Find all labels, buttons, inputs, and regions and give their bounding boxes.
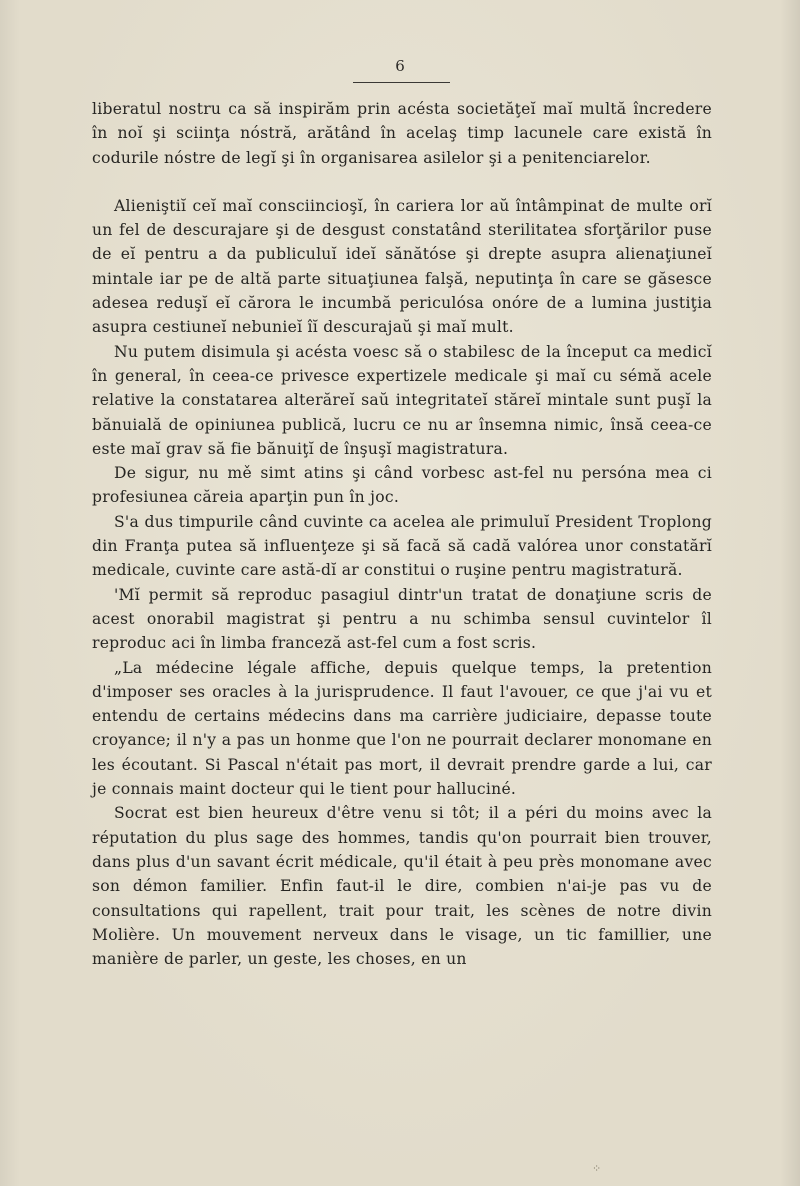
paper-speck: ⁘ [592, 1162, 602, 1175]
paragraph: Socrat est bien heureux d'être venu si tôt; il a péri du moins avec la réputation du plus sage des hommes, tandis qu'on pourrait bien trouver, dans plus d'un savant écrit médicale, qu'il était à peu près monomane avec son démon familier. Enfin faut-il le dire, combien n'ai-je pas vu de consultations qui rapellent, trait pour trait, les scènes de notre divin Molière. Un mouvement nerveux dans le visage, un tic famillier, une manière de parler, un geste, les choses, en un [92, 804, 712, 969]
paragraph: S'a dus timpurile când cuvinte ca acelea ale primuluĭ President Troplong din Franţa putea să influenţeze şi să facă să cadă valórea unor constatărĭ medicale, cuvinte care astă-dĭ ar constitui o ruşine pentru magistratură. [92, 512, 712, 580]
page-number: 6 [395, 57, 405, 75]
header-rule [353, 82, 450, 83]
paragraph: Nu putem disimula şi acésta voesc să o stabilesc de la început ca medicĭ în general, în ceea-ce privesce expertizele medicale şi maĭ cu sémă acele relative la constatarea alterăreĭ saŭ integritateĭ stăreĭ mintale sunt puşĭ la bănuială de opiniunea publică, lucru ce nu ar însemna nimic, însă ceea-ce este maĭ grav să fie bănuiţĭ de înşuşĭ magistratura. [92, 342, 712, 458]
paragraph: De sigur, nu mě simt atins şi când vorbesc ast-fel nu persóna mea ci profesiunea căreia aparţin pun în joc. [92, 464, 712, 507]
paragraph: liberatul nostru ca să inspirăm prin acésta societăţeĭ maĭ multă încredere în noĭ şi sciinţa nóstră, arătând în acelaş timp lacunele care există în codurile nóstre de legĭ şi în organisarea asilelor şi a penitenciarelor. [92, 100, 712, 167]
paragraph: 'Mĭ permit să reproduc pasagiul dintr'un tratat de donaţiune scris de acest onorabil magistrat şi pentru a nu schimba sensul cuvintelor îl reproduc aci în limba franceză ast-fel cum a fost scris. [92, 585, 712, 653]
paragraph: Alieniştiĭ ceĭ maĭ consciincioşĭ, în cariera lor aŭ întâmpinat de multe orĭ un fel de descurajare şi de desgust constatând sterilitatea sforţărilor puse de eĭ pentru a da publiculuĭ ideĭ sănătóse şi drepte asupra alienaţiuneĭ mintale iar pe de altă parte situaţiunea falşă, neputinţa în care se găsesce adesea reduşĭ eĭ cărora le incumbă periculósa onóre de a lumina justiţia asupra cestiuneĭ nebunieĭ îĭ descurajaŭ şi maĭ mult. [92, 196, 712, 337]
body-text [92, 97, 712, 971]
paragraph: „La médecine légale affiche, depuis quelque temps, la pretention d'imposer ses oracles à la jurisprudence. Il faut l'avouer, ce que j'ai vu et entendu de certains médecins dans ma carrière judiciaire, depasse toute croyance; il n'y a pas un honme que l'on ne pourrait declarer monomane en les écoutant. Si Pascal n'était pas mort, il devrait prendre garde a lui, car je connais maint docteur qui le tient pour halluciné. [92, 658, 712, 799]
